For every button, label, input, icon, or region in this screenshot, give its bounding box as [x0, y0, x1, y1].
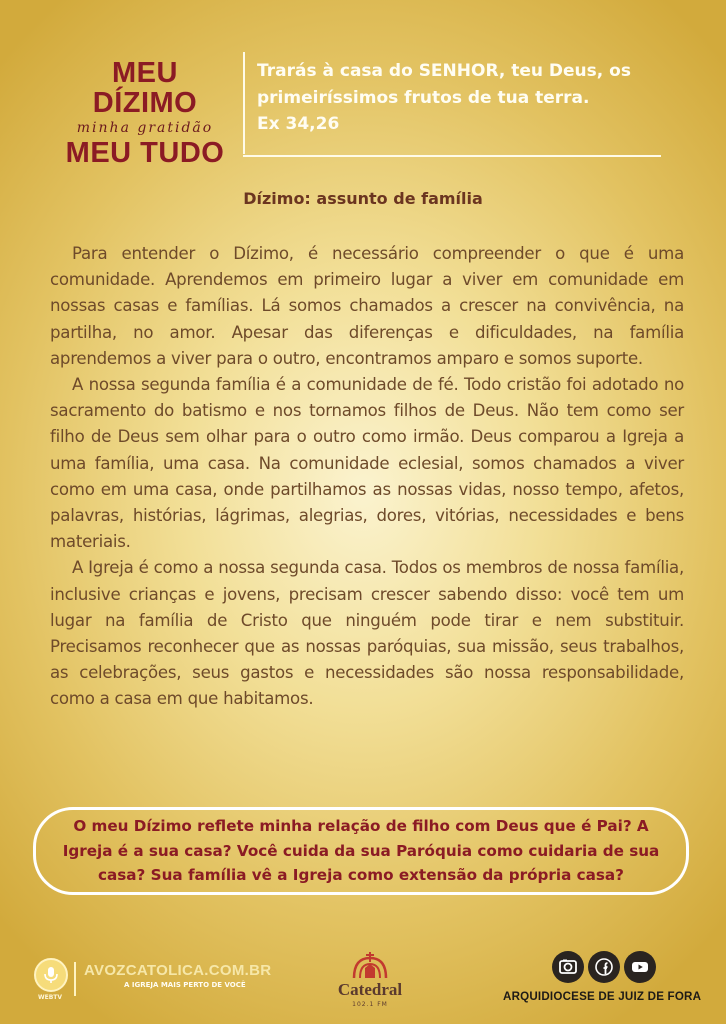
bible-verse — [257, 58, 677, 138]
youtube-icon[interactable] — [624, 951, 656, 983]
facebook-icon[interactable] — [588, 951, 620, 983]
site-name: AVOZCATOLICA.COM.BR — [84, 962, 272, 979]
paragraph: A Igreja é como a nossa segunda casa. Todos os membros de nossa família, inclusive crianças e jovens, precisam crescer sabendo disso: você tem um lugar na família de Cristo que ninguém pode tirar e nem substituir. Precisamos reconhecer que as nossas paróquias, sua missão, seus trabalhos, as celebrações, seus gastos e necessidades são nossa responsabilidade, como a casa em que habitamos. — [50, 558, 684, 709]
callout-questions: O meu Dízimo reflete minha relação de filho com Deus que é Pai? A Igreja é a sua casa? Você cuida da sua Paróquia como cuidaria de sua casa? Sua família vê a Igreja como extensão da própria casa? — [62, 817, 660, 885]
article-body — [50, 241, 684, 713]
article-title: Dízimo: assunto de família — [243, 189, 483, 208]
site-tagline: A IGREJA MAIS PERTO DE VOCÊ — [124, 981, 246, 989]
instagram-icon[interactable] — [552, 951, 584, 983]
radio-frequency: 102.1 FM — [352, 1001, 388, 1008]
callout-box — [33, 807, 689, 895]
microphone-icon — [34, 958, 68, 992]
logo-line-1: MEU DÍZIMO — [92, 57, 198, 119]
verse-text: Trarás à casa do SENHOR, teu Deus, os primeiríssimos frutos de tua terra. — [257, 61, 631, 108]
social-icons — [552, 951, 656, 985]
radio-catedral-logo[interactable] — [330, 950, 410, 1014]
header-horizontal-divider — [243, 155, 661, 157]
logo-divider — [74, 962, 76, 996]
meu-dizimo-logo — [56, 58, 234, 168]
radio-wave-icon — [330, 950, 410, 982]
organization-name: ARQUIDIOCESE DE JUIZ DE FORA — [503, 990, 702, 1003]
paragraph: A nossa segunda família é a comunidade de fé. Todo cristão foi adotado no sacramento do batismo e nos tornamos filhos de Deus. Não tem como ser filho de Deus sem olhar para o outro como irmão. Deus comparou a Igreja a uma família, uma casa. Na comunidade eclesial, somos chamados a viver como em uma casa, onde partilhamos as nossas vidas, nosso tempo, afetos, palavras, histórias, lágrimas, alegrias, dores, vitórias, necessidades e bens materiais. — [50, 375, 684, 552]
verse-reference: Ex 34,26 — [257, 114, 340, 134]
radio-name: Catedral — [337, 980, 403, 999]
logo-line-2: minha gratidão — [76, 120, 214, 136]
paragraph: Para entender o Dízimo, é necessário compreender o que é uma comunidade. Aprendemos em primeiro lugar a viver em comunidade em nossas casas e famílias. Lá somos chamados a crescer na convivência, na partilha, no amor. Apesar das diferenças e dificuldades, na família aprendemos a viver para o outro, encontramos amparo e somos suporte. — [50, 244, 684, 368]
header-vertical-divider — [243, 52, 245, 154]
logo-line-3: MEU TUDO — [65, 137, 225, 169]
webtv-label: WEBTV — [38, 994, 63, 1001]
avozcatolica-logo[interactable] — [32, 958, 272, 1008]
